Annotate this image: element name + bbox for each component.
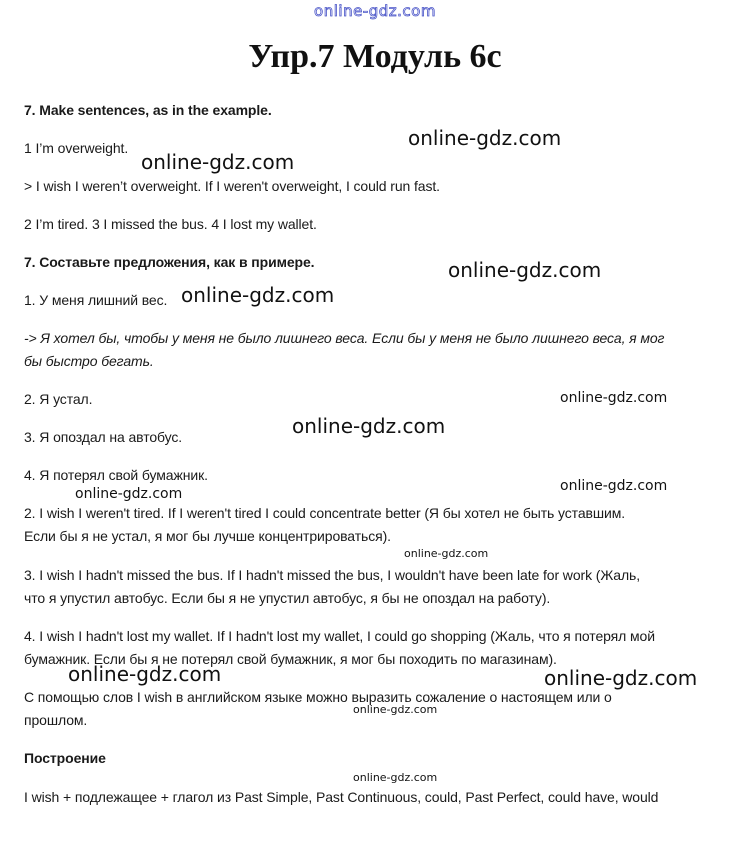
answer-3-line2: что я упустил автобус. Если бы я не упустил автобус, я бы не опоздал на работу). xyxy=(24,590,551,606)
watermark: online-gdz.com xyxy=(404,547,489,560)
english-example-answer: > I wish I weren’t overweight. If I weren't overweight, I could run fast. xyxy=(24,178,440,194)
russian-example-answer-line1: -> Я хотел бы, чтобы у меня не было лишнего веса. Если бы у меня не было лишнего веса, я мог xyxy=(24,330,665,346)
watermark: online-gdz.com xyxy=(560,390,668,406)
construction-heading: Построение xyxy=(24,750,106,766)
grammar-note-line2: прошлом. xyxy=(24,712,88,728)
watermark: online-gdz.com xyxy=(181,283,335,307)
watermark: online-gdz.com xyxy=(408,126,562,150)
answer-4-line2: бумажник. Если бы я не потерял свой бумажник, я мог бы походить по магазинам). xyxy=(24,651,557,667)
watermark: online-gdz.com xyxy=(141,150,295,174)
watermark: online-gdz.com xyxy=(75,486,183,502)
russian-example-prompt: 1. У меня лишний вес. xyxy=(24,292,168,308)
answer-4-line1: 4. I wish I hadn't lost my wallet. If I hadn't lost my wallet, I could go shopping (Жаль, что я потерял мой xyxy=(24,628,655,644)
header-watermark: online-gdz.com xyxy=(314,2,436,20)
watermark: online-gdz.com xyxy=(544,666,698,690)
page-title: Упр.7 Модуль 6с xyxy=(248,38,502,75)
watermark: online-gdz.com xyxy=(353,771,438,784)
watermark: online-gdz.com xyxy=(292,414,446,438)
construction-formula: I wish + подлежащее + глагол из Past Simple, Past Continuous, could, Past Perfect, could have, would xyxy=(24,789,659,805)
russian-item-2: 2. Я устал. xyxy=(24,391,93,407)
answer-2-line2: Если бы я не устал, я мог бы лучше концентрироваться). xyxy=(24,528,391,544)
russian-task-heading: 7. Составьте предложения, как в примере. xyxy=(24,254,315,270)
russian-item-3: 3. Я опоздал на автобус. xyxy=(24,429,183,445)
russian-example-answer-line2: бы быстро бегать. xyxy=(24,353,154,369)
answer-3-line1: 3. I wish I hadn't missed the bus. If I hadn't missed the bus, I wouldn't have been late for work (Жаль, xyxy=(24,567,641,583)
english-example-prompt: 1 I’m overweight. xyxy=(24,140,129,156)
english-task-items: 2 I’m tired. 3 I missed the bus. 4 I lost my wallet. xyxy=(24,216,317,232)
watermark: online-gdz.com xyxy=(68,662,222,686)
watermark: online-gdz.com xyxy=(448,258,602,282)
watermark: online-gdz.com xyxy=(560,478,668,494)
grammar-note-line1: С помощью слов I wish в английском языке можно выразить сожаление о настоящем или о xyxy=(24,689,612,705)
answer-2-line1: 2. I wish I weren't tired. If I weren't tired I could concentrate better (Я бы хотел не быть уставшим. xyxy=(24,505,626,521)
russian-item-4: 4. Я потерял свой бумажник. xyxy=(24,467,208,483)
english-task-heading: 7. Make sentences, as in the example. xyxy=(24,102,272,118)
watermark: online-gdz.com xyxy=(353,703,438,716)
